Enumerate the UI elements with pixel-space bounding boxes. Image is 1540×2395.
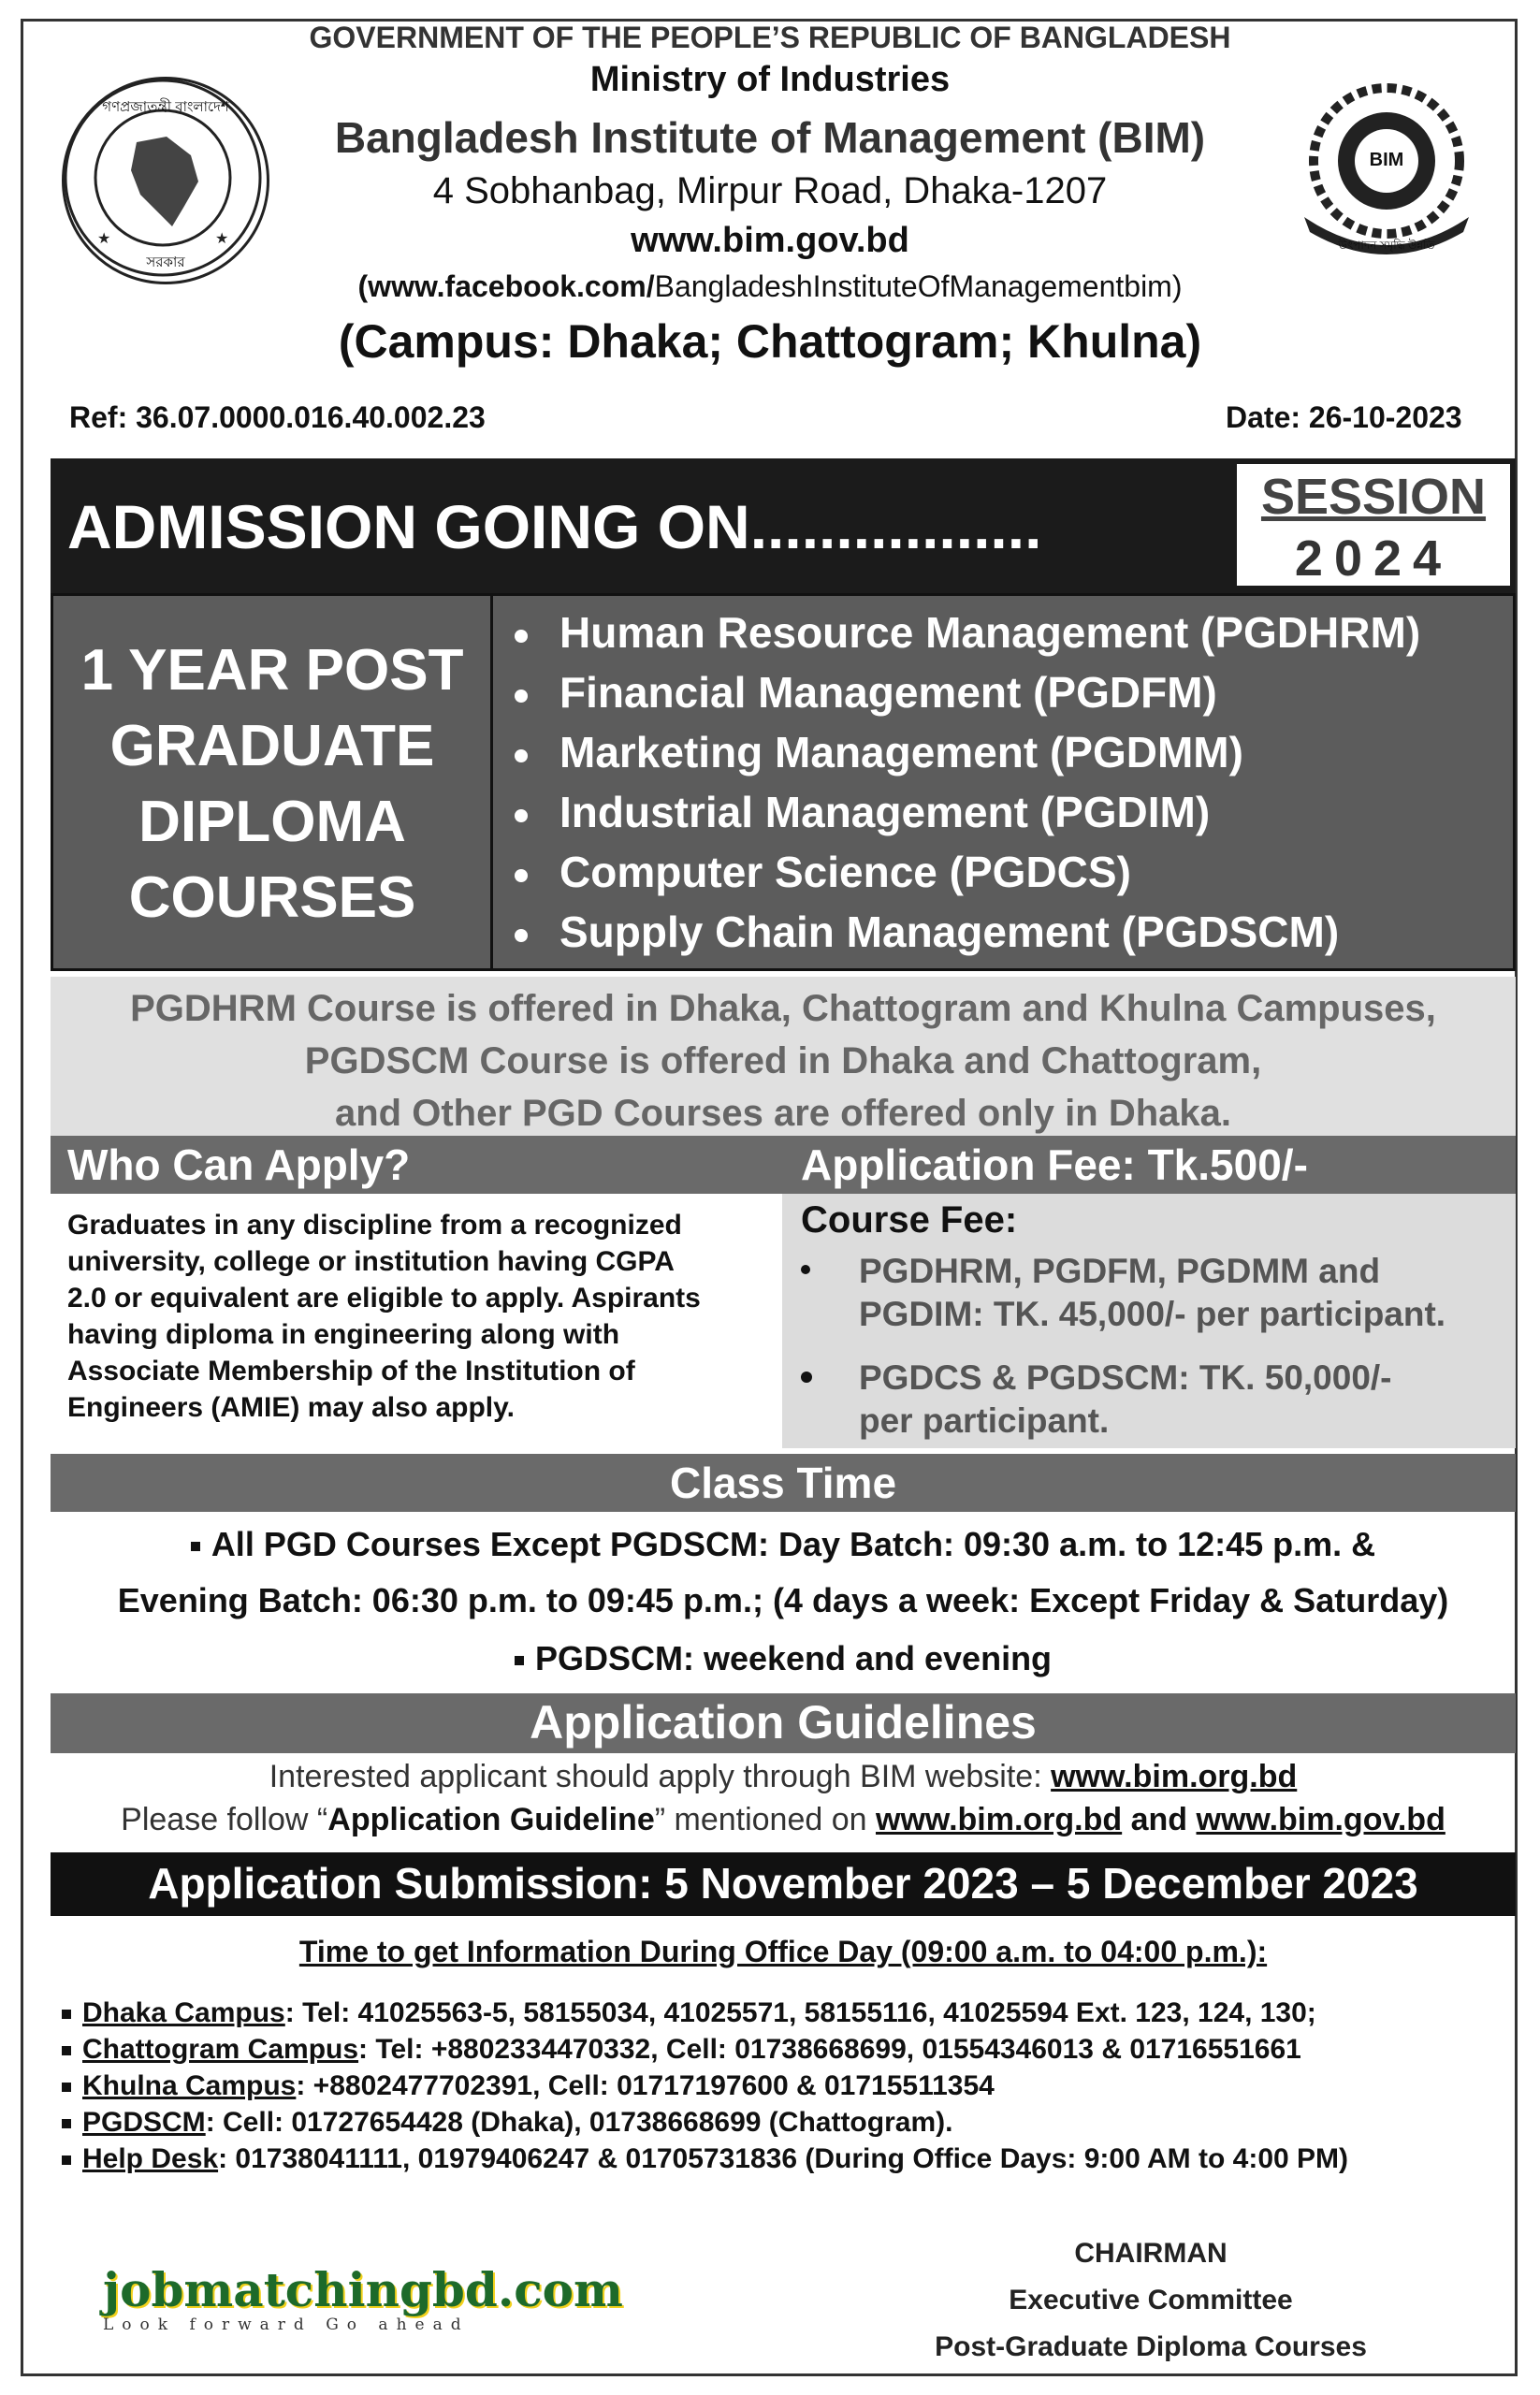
- gov-heading: GOVERNMENT OF THE PEOPLE’S REPUBLIC OF BANGLADESH: [309, 21, 1231, 54]
- courses-heading: [54, 632, 490, 936]
- square-bullet-icon: [515, 1656, 524, 1665]
- course-item: [515, 662, 1506, 722]
- signature-title: CHAIRMAN: [1074, 2238, 1228, 2269]
- bullet-icon: [515, 630, 528, 643]
- offered-line-3: and Other PGD Courses are offered only in Dhaka.: [334, 1093, 1231, 1134]
- square-bullet-icon: [62, 2156, 71, 2165]
- course-item: [515, 602, 1506, 662]
- courses-heading-line-4: COURSES: [128, 865, 416, 930]
- contact-item: [62, 2141, 1512, 2177]
- contact-item-label: Dhaka Campus: [82, 1997, 285, 2028]
- facebook-link-rest: BangladeshInstituteOfManagementbim): [654, 269, 1183, 303]
- eligibility-text: [67, 1207, 765, 1426]
- class-time-line-3-text: PGDSCM: weekend and evening: [534, 1639, 1053, 1677]
- contact-item: [62, 1995, 1512, 2031]
- course-item-label: Supply Chain Management (PGDSCM): [559, 907, 1340, 956]
- bullet-icon: [801, 1372, 812, 1383]
- guidelines-line-2-b: Application Guideline: [327, 1802, 655, 1837]
- campus-line: (Campus: Dhaka; Chattogram; Khulna): [338, 315, 1202, 368]
- seal-text-top: গণপ্রজাতন্ত্রী বাংলাদেশ: [102, 99, 229, 115]
- website-link[interactable]: www.bim.gov.bd: [631, 221, 909, 260]
- guidelines-line-2-c: ” mentioned on: [654, 1802, 876, 1837]
- offered-text: [51, 982, 1516, 1139]
- course-fee-item-2: [801, 1357, 1512, 1443]
- eligibility-line: Engineers (AMIE) may also apply.: [67, 1392, 515, 1423]
- watermark-tagline: Look forward Go ahead: [103, 2315, 470, 2334]
- bullet-icon: [515, 869, 528, 882]
- contact-item-text: : +8802477702391, Cell: 01717197600 & 01715511354: [296, 2070, 995, 2101]
- seal-text-bottom: সরকার: [146, 254, 185, 270]
- offered-line-2: PGDSCM Course is offered in Dhaka and Chattogram,: [304, 1040, 1262, 1081]
- class-time-line-1: [51, 1525, 1516, 1564]
- bim-logo-motto: উৎপাদন সমৃদ্ধি উন্নতি: [1338, 239, 1435, 252]
- application-fee: Application Fee: Tk.500/-: [801, 1140, 1308, 1189]
- contact-heading: Time to get Information During Office Day (09:00 a.m. to 04:00 p.m.):: [298, 1935, 1268, 1968]
- guidelines-line-1-text: Interested applicant should apply through BIM website:: [269, 1759, 1052, 1794]
- notice-date: Date: 26-10-2023: [1226, 400, 1462, 434]
- bullet-icon: [515, 809, 528, 822]
- signature-courses: Post-Graduate Diploma Courses: [935, 2331, 1367, 2362]
- guidelines-line-1: [51, 1759, 1516, 1795]
- who-heading: Who Can Apply?: [67, 1140, 411, 1189]
- course-fee-label: Course Fee:: [801, 1199, 1018, 1241]
- institute-heading: Bangladesh Institute of Management (BIM): [334, 113, 1206, 162]
- course-item: [515, 782, 1506, 842]
- contact-item: [62, 2068, 1512, 2104]
- class-time-heading: Class Time: [669, 1459, 897, 1507]
- class-time-line-1-text: All PGD Courses Except PGDSCM: Day Batch: 09:30 a.m. to 12:45 p.m. &: [211, 1525, 1376, 1563]
- admission-title: ADMISSION GOING ON.................: [67, 492, 1042, 561]
- bullet-icon: [515, 749, 528, 762]
- bullet-icon: [801, 1265, 810, 1274]
- course-item-label: Financial Management (PGDFM): [559, 668, 1217, 717]
- class-time-line-3: [51, 1639, 1516, 1678]
- course-fee-item-1: [801, 1250, 1512, 1336]
- signature-block: [879, 2230, 1422, 2371]
- session-year: 2024: [1294, 530, 1453, 587]
- eligibility-line: 2.0 or equivalent are eligible to apply. Aspirants: [67, 1283, 701, 1314]
- square-bullet-icon: [191, 1542, 200, 1551]
- square-bullet-icon: [62, 2083, 71, 2092]
- reference-number: Ref: 36.07.0000.016.40.002.23: [69, 400, 486, 434]
- guidelines-and: and: [1122, 1802, 1197, 1837]
- bim-org-link[interactable]: www.bim.org.bd: [876, 1802, 1123, 1837]
- fee-item-1-line-2: PGDIM: TK. 45,000/- per participant.: [859, 1295, 1446, 1333]
- contact-item-label: Help Desk: [82, 2143, 219, 2174]
- contact-item-text: : Tel: 41025563-5, 58155034, 41025571, 58155116, 41025594 Ext. 123, 124, 130;: [284, 1997, 1316, 2028]
- eligibility-line: having diploma in engineering along with: [67, 1319, 620, 1350]
- guidelines-line-2: [51, 1802, 1516, 1838]
- fee-item-1-line-1: PGDHRM, PGDFM, PGDMM and: [859, 1252, 1381, 1290]
- square-bullet-icon: [62, 2010, 71, 2019]
- watermark-logo: [103, 2262, 627, 2334]
- svg-text:★: ★: [97, 231, 111, 247]
- ministry-heading: Ministry of Industries: [589, 60, 951, 99]
- contact-item-text: : Tel: +8802334470332, Cell: 01738668699, 01554346013 & 01716551661: [358, 2034, 1301, 2065]
- course-item-label: Marketing Management (PGDMM): [559, 728, 1243, 777]
- course-item: [515, 722, 1506, 782]
- contact-item-text: : 01738041111, 01979406247 & 01705731836 (During Office Days: 9:00 AM to 4:00 PM): [218, 2143, 1349, 2174]
- courses-heading-line-2: GRADUATE: [109, 714, 435, 778]
- contact-item-label: Khulna Campus: [82, 2070, 297, 2101]
- bim-org-link[interactable]: www.bim.org.bd: [1051, 1759, 1298, 1794]
- courses-divider: [490, 593, 493, 971]
- contact-item: [62, 2104, 1512, 2141]
- class-time-line-2: Evening Batch: 06:30 p.m. to 09:45 p.m.; (4 days a week: Except Friday & Saturday): [117, 1581, 1449, 1619]
- guidelines-heading: Application Guidelines: [530, 1696, 1037, 1749]
- square-bullet-icon: [62, 2119, 71, 2128]
- bim-logo-text: BIM: [1369, 150, 1404, 170]
- fee-item-2-line-1: PGDCS & PGDSCM: TK. 50,000/-: [859, 1358, 1392, 1397]
- bim-gov-link[interactable]: www.bim.gov.bd: [1196, 1802, 1446, 1837]
- course-item-label: Computer Science (PGDCS): [559, 848, 1131, 896]
- courses-heading-line-3: DIPLOMA: [138, 790, 406, 854]
- contact-item-label: PGDSCM: [82, 2107, 206, 2138]
- contact-item-text: : Cell: 01727654428 (Dhaka), 01738668699 (Chattogram).: [205, 2107, 953, 2138]
- course-item-label: Human Resource Management (PGDHRM): [559, 608, 1421, 657]
- course-item: [515, 842, 1506, 902]
- contact-item-label: Chattogram Campus: [82, 2034, 359, 2065]
- facebook-link-bold: (www.facebook.com/: [357, 269, 655, 303]
- contact-list: [62, 1995, 1512, 2177]
- svg-text:★: ★: [215, 231, 229, 247]
- courses-heading-line-1: 1 YEAR POST: [80, 638, 464, 703]
- address: 4 Sobhanbag, Mirpur Road, Dhaka-1207: [432, 170, 1108, 211]
- eligibility-line: university, college or institution having CGPA: [67, 1246, 675, 1277]
- square-bullet-icon: [62, 2046, 71, 2055]
- session-label: SESSION: [1260, 469, 1487, 525]
- bullet-icon: [515, 929, 528, 942]
- submission-text: Application Submission: 5 November 2023 – 5 December 2023: [148, 1859, 1418, 1908]
- watermark-name: jobmatchingbd.com: [103, 2262, 623, 2317]
- facebook-link[interactable]: [0, 269, 1540, 304]
- eligibility-line: Associate Membership of the Institution of: [67, 1356, 635, 1386]
- course-item: [515, 902, 1506, 962]
- signature-committee: Executive Committee: [1009, 2285, 1293, 2315]
- course-item-label: Industrial Management (PGDIM): [559, 788, 1211, 836]
- offered-line-1: PGDHRM Course is offered in Dhaka, Chattogram and Khulna Campuses,: [130, 988, 1436, 1029]
- course-list: [515, 602, 1506, 962]
- fee-item-2-line-2: per participant.: [859, 1401, 1110, 1440]
- eligibility-line: Graduates in any discipline from a recognized: [67, 1210, 682, 1241]
- guidelines-line-2-a: Please follow “: [121, 1802, 328, 1837]
- contact-item: [62, 2031, 1512, 2068]
- bullet-icon: [515, 689, 528, 703]
